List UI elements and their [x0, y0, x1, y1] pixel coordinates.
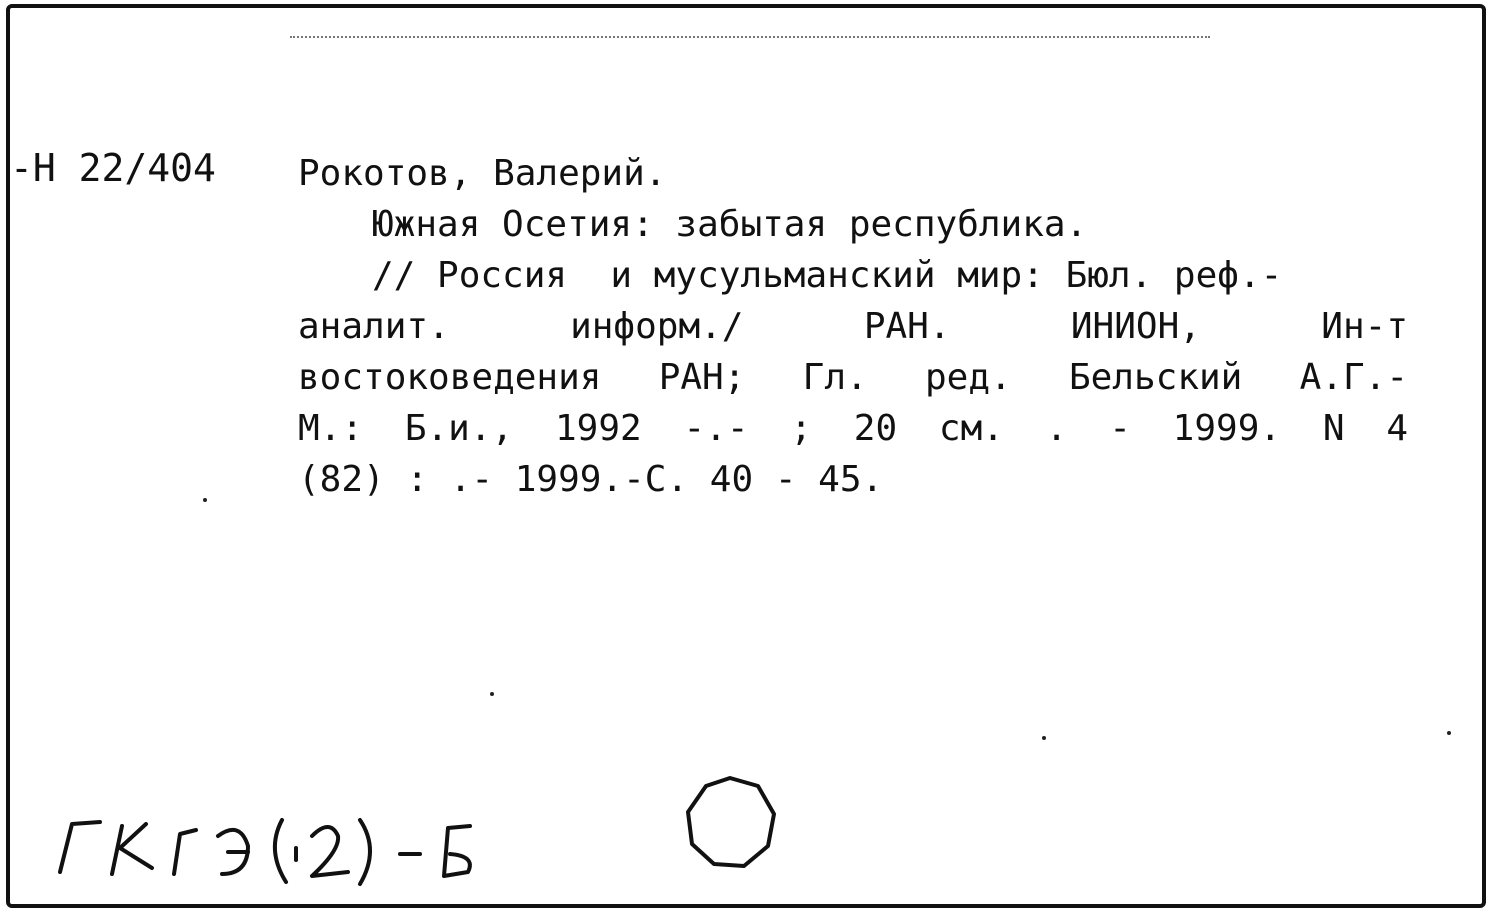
author-line: Рокотов, Валерий. [298, 153, 667, 194]
bibliographic-entry [298, 148, 1408, 505]
source-line-5: (82) : .- 1999.-С. 40 - 45. [298, 459, 884, 500]
ink-speck [490, 692, 494, 696]
dotted-rule [290, 36, 1210, 38]
source-line-1: // Россия и мусульманский мир: Бюл. реф.- [372, 255, 1283, 296]
title-line: Южная Осетия: забытая республика. [372, 204, 1088, 245]
ink-speck [1447, 731, 1451, 735]
stamp-circle [684, 774, 778, 870]
handwritten-shelfmark [50, 790, 490, 890]
source-line-2: аналит. информ./ РАН. ИНИОН, Ин-т [298, 306, 1408, 347]
source-line-4: М.: Б.и., 1992 -.- ; 20 см. . - 1999. N 4 [298, 408, 1408, 449]
ink-speck [1042, 736, 1046, 740]
call-number: -Н 22/404 [10, 146, 216, 190]
source-line-3: востоковедения РАН; Гл. ред. Бельский А.Г.- [298, 357, 1408, 398]
ink-speck [203, 498, 207, 502]
